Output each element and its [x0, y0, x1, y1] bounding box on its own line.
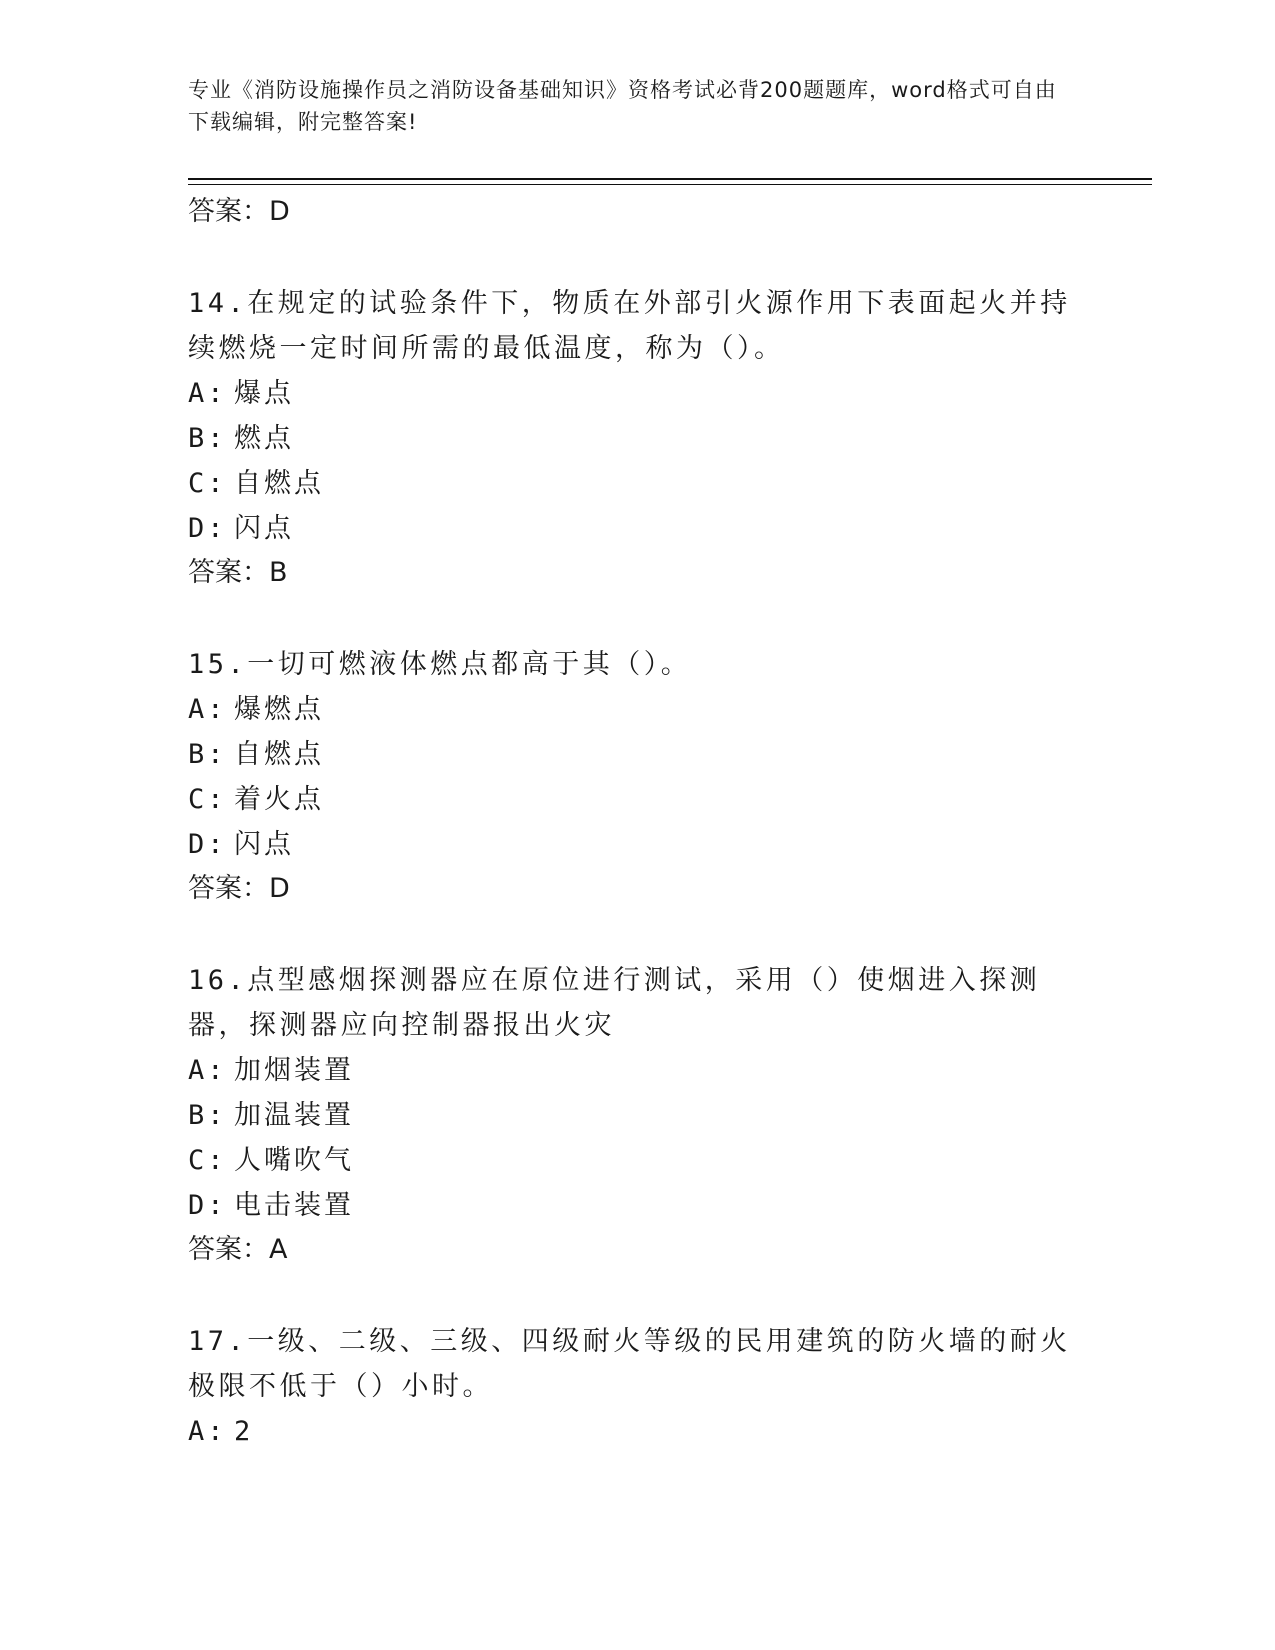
option-text: 闪点 [234, 513, 294, 544]
option-a [188, 371, 1088, 416]
option-text: 爆燃点 [234, 694, 324, 725]
question-text: 14.在规定的试验条件下，物质在外部引火源作用下表面起火并持续燃烧一定时间所需的最低温度，称为（）。 [188, 288, 1071, 364]
answer-line: 答案：D [188, 873, 290, 904]
header-divider [188, 178, 1152, 180]
option-c [188, 1138, 1088, 1183]
option-text: 闪点 [234, 829, 294, 860]
option-c [188, 461, 1088, 506]
option-b [188, 732, 1088, 777]
option-text: 燃点 [234, 423, 294, 454]
option-letter: A: [188, 694, 227, 725]
option-letter: A: [188, 1416, 227, 1447]
option-text: 爆点 [234, 378, 294, 409]
option-text: 着火点 [234, 784, 324, 815]
option-letter: D: [188, 513, 227, 544]
question-text: 17.一级、二级、三级、四级耐火等级的民用建筑的防火墙的耐火极限不低于（）小时。 [188, 1326, 1071, 1402]
option-a [188, 1409, 1088, 1454]
option-a [188, 687, 1088, 732]
option-d [188, 822, 1088, 867]
option-letter: B: [188, 1100, 227, 1131]
question-16 [188, 958, 1088, 1272]
option-text: 加温装置 [234, 1100, 354, 1131]
question-14 [188, 281, 1088, 595]
header-divider-thin [188, 184, 1152, 185]
option-text: 自燃点 [234, 739, 324, 770]
option-d [188, 506, 1088, 551]
option-letter: C: [188, 784, 227, 815]
option-text: 加烟装置 [234, 1055, 354, 1086]
question-text: 15.一切可燃液体燃点都高于其（）。 [188, 649, 692, 680]
option-b [188, 1093, 1088, 1138]
option-letter: D: [188, 1190, 227, 1221]
option-b [188, 416, 1088, 461]
option-a [188, 1048, 1088, 1093]
question-list [188, 190, 1088, 1454]
option-c [188, 777, 1088, 822]
option-letter: B: [188, 739, 227, 770]
option-letter: A: [188, 1055, 227, 1086]
answer-line: 答案：B [188, 557, 288, 588]
previous-answer: 答案：D [188, 196, 290, 227]
option-letter: C: [188, 468, 227, 499]
question-15 [188, 642, 1088, 911]
option-letter: D: [188, 829, 227, 860]
option-text: 电击装置 [234, 1190, 354, 1221]
question-17 [188, 1319, 1088, 1454]
option-text: 2 [234, 1416, 254, 1447]
option-letter: C: [188, 1145, 227, 1176]
option-letter: A: [188, 378, 227, 409]
answer-line: 答案：A [188, 1234, 288, 1265]
option-text: 人嘴吹气 [234, 1145, 354, 1176]
question-text: 16.点型感烟探测器应在原位进行测试，采用（）使烟进入探测器，探测器应向控制器报出火灾 [188, 965, 1041, 1041]
option-d [188, 1183, 1088, 1228]
document-header: 专业《消防设施操作员之消防设备基础知识》资格考试必背200题题库，word格式可自由下载编辑，附完整答案! [188, 78, 1057, 134]
option-text: 自燃点 [234, 468, 324, 499]
option-letter: B: [188, 423, 227, 454]
